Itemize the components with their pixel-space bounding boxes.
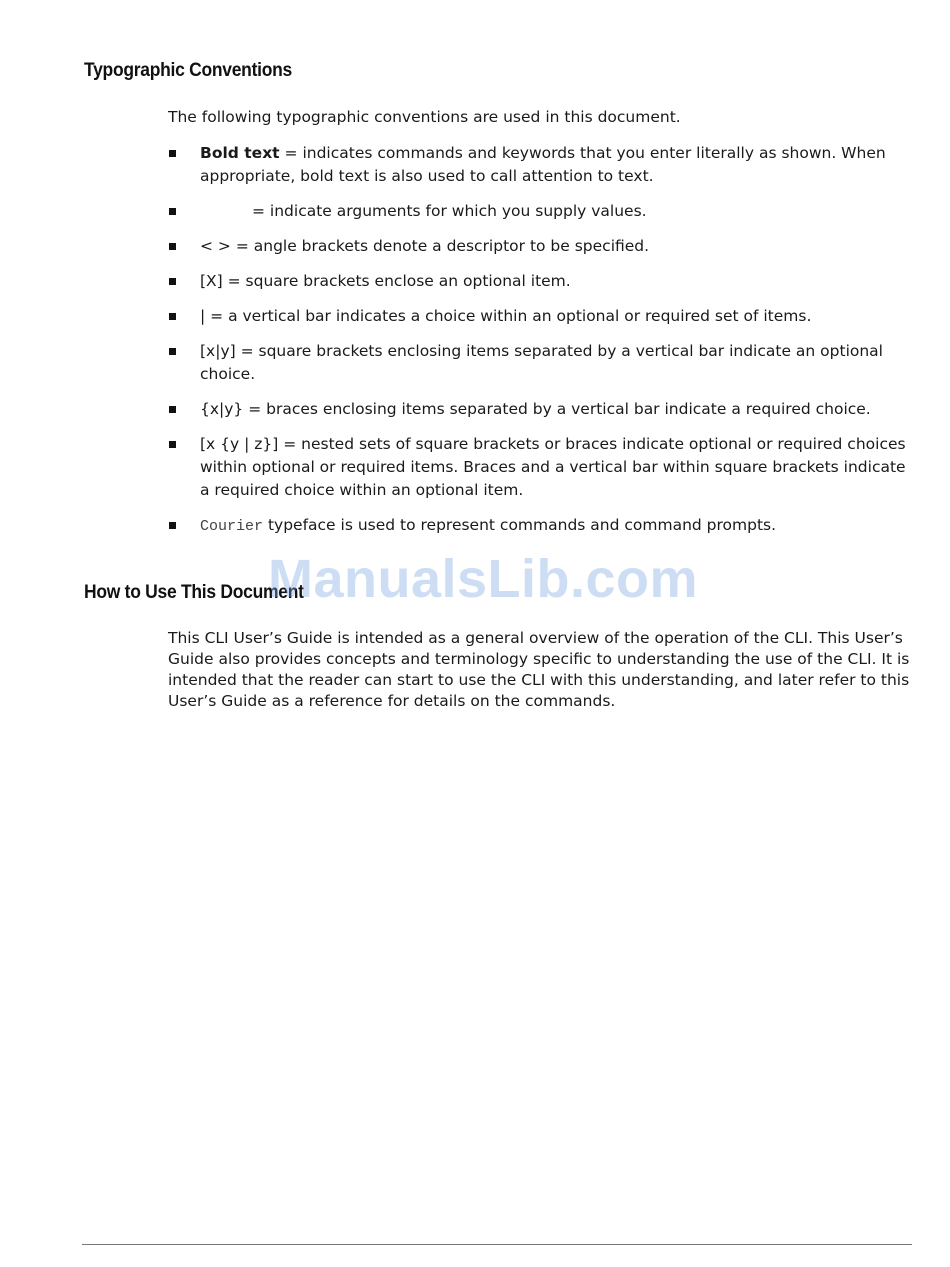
section-heading-typographic-conventions: Typographic Conventions [84, 60, 292, 81]
list-item [168, 340, 908, 386]
conventions-intro: The following typographic conventions are used in this document. [168, 108, 681, 126]
courier-sample: Courier [200, 518, 264, 535]
bold-text-sample: Bold text [200, 144, 280, 162]
bullet-icon [169, 243, 176, 250]
list-item [168, 235, 908, 258]
bullet-icon [169, 522, 176, 529]
bullet-icon [169, 150, 176, 157]
bullet-icon [169, 313, 176, 320]
list-item-text: {x|y} = braces enclosing items separated by a vertical bar indicate a required choice. [200, 400, 871, 418]
list-item-text: | = a vertical bar indicates a choice within an optional or required set of items. [200, 307, 812, 325]
bullet-icon [169, 441, 176, 448]
list-item-text: = indicate arguments for which you supply values. [252, 202, 647, 220]
how-to-use-paragraph: This CLI User’s Guide is intended as a general overview of the operation of the CLI. This User’s Guide also provides concepts and terminology specific to understanding the use of the CLI. It is intended that the reader can start to use the CLI with this understanding, and later refer to this User’s Guide as a reference for details on the commands. [168, 629, 910, 710]
list-item-text: < > = angle brackets denote a descriptor to be specified. [200, 237, 650, 255]
list-item [168, 398, 908, 421]
list-item [168, 270, 908, 293]
list-item [168, 142, 908, 188]
bullet-icon [169, 208, 176, 215]
watermark-logo: ManualsLib.com [268, 549, 699, 609]
list-item-text: [x|y] = square brackets enclosing items separated by a vertical bar indicate an optional choice. [200, 342, 883, 383]
bullet-icon [169, 278, 176, 285]
list-item-text: = indicates commands and keywords that you enter literally as shown. When appropriate, bold text is also used to call attention to text. [200, 144, 886, 185]
list-item-text: [x {y | z}] = nested sets of square brackets or braces indicate optional or required choices within optional or required items. Braces and a vertical bar within square brackets indicate a required choice within an optional item. [200, 435, 906, 499]
bullet-icon [169, 348, 176, 355]
list-item-text: [X] = square brackets enclose an optional item. [200, 272, 571, 290]
bullet-icon [169, 406, 176, 413]
list-item [168, 305, 908, 328]
footer-divider [82, 1244, 912, 1245]
list-item [168, 200, 908, 223]
list-item [168, 514, 908, 538]
list-item [168, 433, 908, 502]
conventions-list [168, 142, 908, 550]
section-heading-how-to-use: How to Use This Document [84, 582, 304, 603]
list-item-text: typeface is used to represent commands and command prompts. [263, 516, 777, 534]
